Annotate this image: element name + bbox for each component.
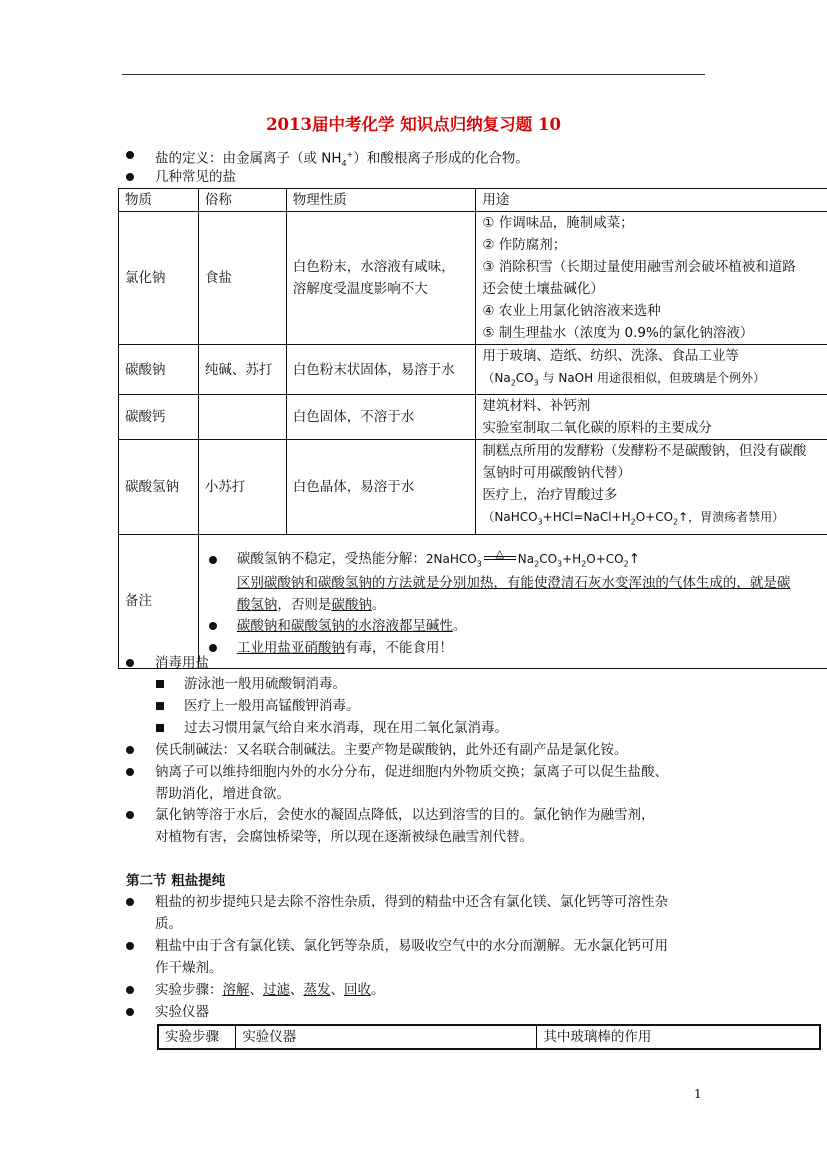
cell-notes [198,534,827,668]
use-line: ① 作调味品，腌制咸菜； [482,215,634,231]
disinfect-item: 游泳池一般用硫酸铜消毒。 [184,676,346,692]
note-alkaline: 碳酸钠和碳酸氢钠的水溶液都呈碱性。 [236,618,467,635]
table-row [119,395,827,440]
disinfect-item: 医疗上一般用高锰酸钾消毒。 [184,698,360,714]
bullet-icon [126,942,134,950]
table-row [119,440,827,534]
cell-common-name: 纯碱、苏打 [198,345,286,395]
physical-line: 溶解度受温度影响不大 [292,281,428,297]
use-line: （$NaHCO_3+HCl=NaCl+H_2O+CO_2↑$，胃溃疡者禁用） [482,510,785,527]
cell-uses [476,440,827,534]
section-heading: 第二节 粗盐提纯 [126,873,226,889]
header-glass-rod: 其中玻璃棒的作用 [537,1025,820,1049]
bullet-icon [126,1008,134,1016]
header-rule [122,74,705,75]
bullet-icon [126,659,134,667]
bullet-icon [126,986,134,994]
use-line: 氢钠时可用碳酸钠代替） [482,465,631,482]
use-line: 还会使土壤盐碱化） [482,281,604,297]
sodium-ion-line1: 钠离子可以维持细胞内外的水分分布，促进细胞内外物质交换；氯离子可以促生盐酸、 [155,764,668,780]
use-line: 制糕点所用的发酵粉（发酵粉不是碳酸钠，但没有碳酸 [482,443,807,460]
bullet-icon [126,768,134,776]
use-line: ④ 农业上用氯化钠溶液来选种 [482,303,661,319]
square-bullet-icon [156,724,164,732]
header-substance: 物质 [119,189,199,212]
table-notes-row [119,534,827,668]
bullet-icon [209,556,217,564]
salt-definition: 盐的定义：由金属离子（或 $NH_4^+$）和酸根离子形成的化合物。 [155,150,529,169]
deicing-line1: 氯化钠等溶于水后，会使水的凝固点降低，以达到溶雪的目的。氯化钠作为融雪剂， [155,807,655,823]
header-uses: 用途 [476,189,827,212]
purify-line1: 粗盐的初步提纯只是去除不溶性杂质，得到的精盐中还含有氯化镁、氯化钙等可溶性杂 [155,894,668,910]
cell-uses [476,212,827,345]
use-line: 建筑材料、补钙剂 [482,398,591,415]
cell-substance: 碳酸钠 [119,345,199,395]
table-header-row [158,1025,820,1049]
use-line: ③ 消除积雪（长期过量使用融雪剂会破坏植被和道路 [482,259,796,275]
header-common-name: 俗称 [198,189,286,212]
disinfect-item: 过去习惯用氯气给自来水消毒，现在用二氧化氯消毒。 [184,720,508,736]
cell-uses [476,345,827,395]
use-line: ② 作防腐剂； [482,237,567,253]
note-distinguish-line2: 酸氢钠，否则是碳酸钠。 [236,597,386,614]
notes-content [205,536,827,666]
bullet-icon [126,898,134,906]
cell-common-name: 食盐 [198,212,286,345]
purify-line2: 质。 [155,916,182,932]
instruments-title: 实验仪器 [155,1004,209,1020]
common-salts-heading: 几种常见的盐 [155,169,236,185]
table-row [119,345,827,395]
header-step: 实验步骤 [158,1025,236,1049]
note-distinguish-line1: 区别碳酸钠和碳酸氢钠的方法就是分别加热，有能使澄清石灰水变浑浊的气体生成的，就是碳 [236,575,791,592]
bullet-icon [126,151,134,159]
bullet-icon [209,644,217,652]
cell-physical: 白色粉末状固体，易溶于水 [286,345,476,395]
cell-uses [476,395,827,440]
deliquescence-line1: 粗盐中由于含有氯化镁、氯化钙等杂质，易吸收空气中的水分而潮解。无水氯化钙可用 [155,938,668,954]
square-bullet-icon [156,680,164,688]
sodium-ion-line2: 帮助消化，增进食欲。 [155,786,290,802]
cell-substance: 碳酸钙 [119,395,199,440]
header-instrument: 实验仪器 [236,1025,537,1049]
table-row [119,212,827,345]
cell-common-name: 小苏打 [198,440,286,534]
disinfect-title: 消毒用盐 [155,655,209,671]
note-decomposition: 碳酸氢钠不稳定，受热能分解：2NaHCO$_3$△ $Na_2CO_3+H_2O+CO_2↑$ [236,547,641,569]
table-header-row [119,189,827,212]
header-physical: 物理性质 [286,189,476,212]
cell-notes-label: 备注 [119,534,199,668]
cell-substance: 碳酸氢钠 [119,440,199,534]
instrument-table [157,1024,821,1050]
page-number: 1 [694,1087,702,1101]
bullet-icon [126,173,134,181]
bullet-icon [209,622,217,630]
physical-line: 白色粉末，水溶液有咸味， [292,259,455,275]
deicing-line2: 对植物有害，会腐蚀桥梁等，所以现在逐渐被绿色融雪剂代替。 [155,829,533,845]
cell-substance: 氯化钠 [119,212,199,345]
note-nitrite: 工业用盐亚硝酸钠有毒，不能食用！ [236,640,453,657]
cell-physical: 白色固体，不溶于水 [286,395,476,440]
cell-common-name [198,395,286,440]
hou-method: 侯氏制碱法：又名联合制碱法。主要产物是碳酸钠，此外还有副产品是氯化铵。 [155,742,628,758]
use-line: （$Na_2CO_3$ 与 NaOH 用途很相似，但玻璃是个例外） [482,371,765,388]
cell-physical [286,212,476,345]
bullet-icon [126,746,134,754]
bullet-icon [126,811,134,819]
use-line: ⑤ 制生理盐水（浓度为 0.9%的氯化钠溶液） [482,325,754,341]
deliquescence-line2: 作干燥剂。 [155,960,223,976]
salts-table [118,188,827,669]
use-line: 用于玻璃、造纸、纺织、洗涤、食品工业等 [482,348,739,364]
page-title: 2013届中考化学 知识点归纳复习题 10 [266,115,561,134]
use-line: 实验室制取二氧化碳的原料的主要成分 [482,420,712,437]
square-bullet-icon [156,702,164,710]
use-line: 医疗上，治疗胃酸过多 [482,487,618,504]
cell-physical: 白色晶体，易溶于水 [286,440,476,534]
steps-line: 实验步骤：溶解、过滤、蒸发、回收。 [155,982,385,998]
